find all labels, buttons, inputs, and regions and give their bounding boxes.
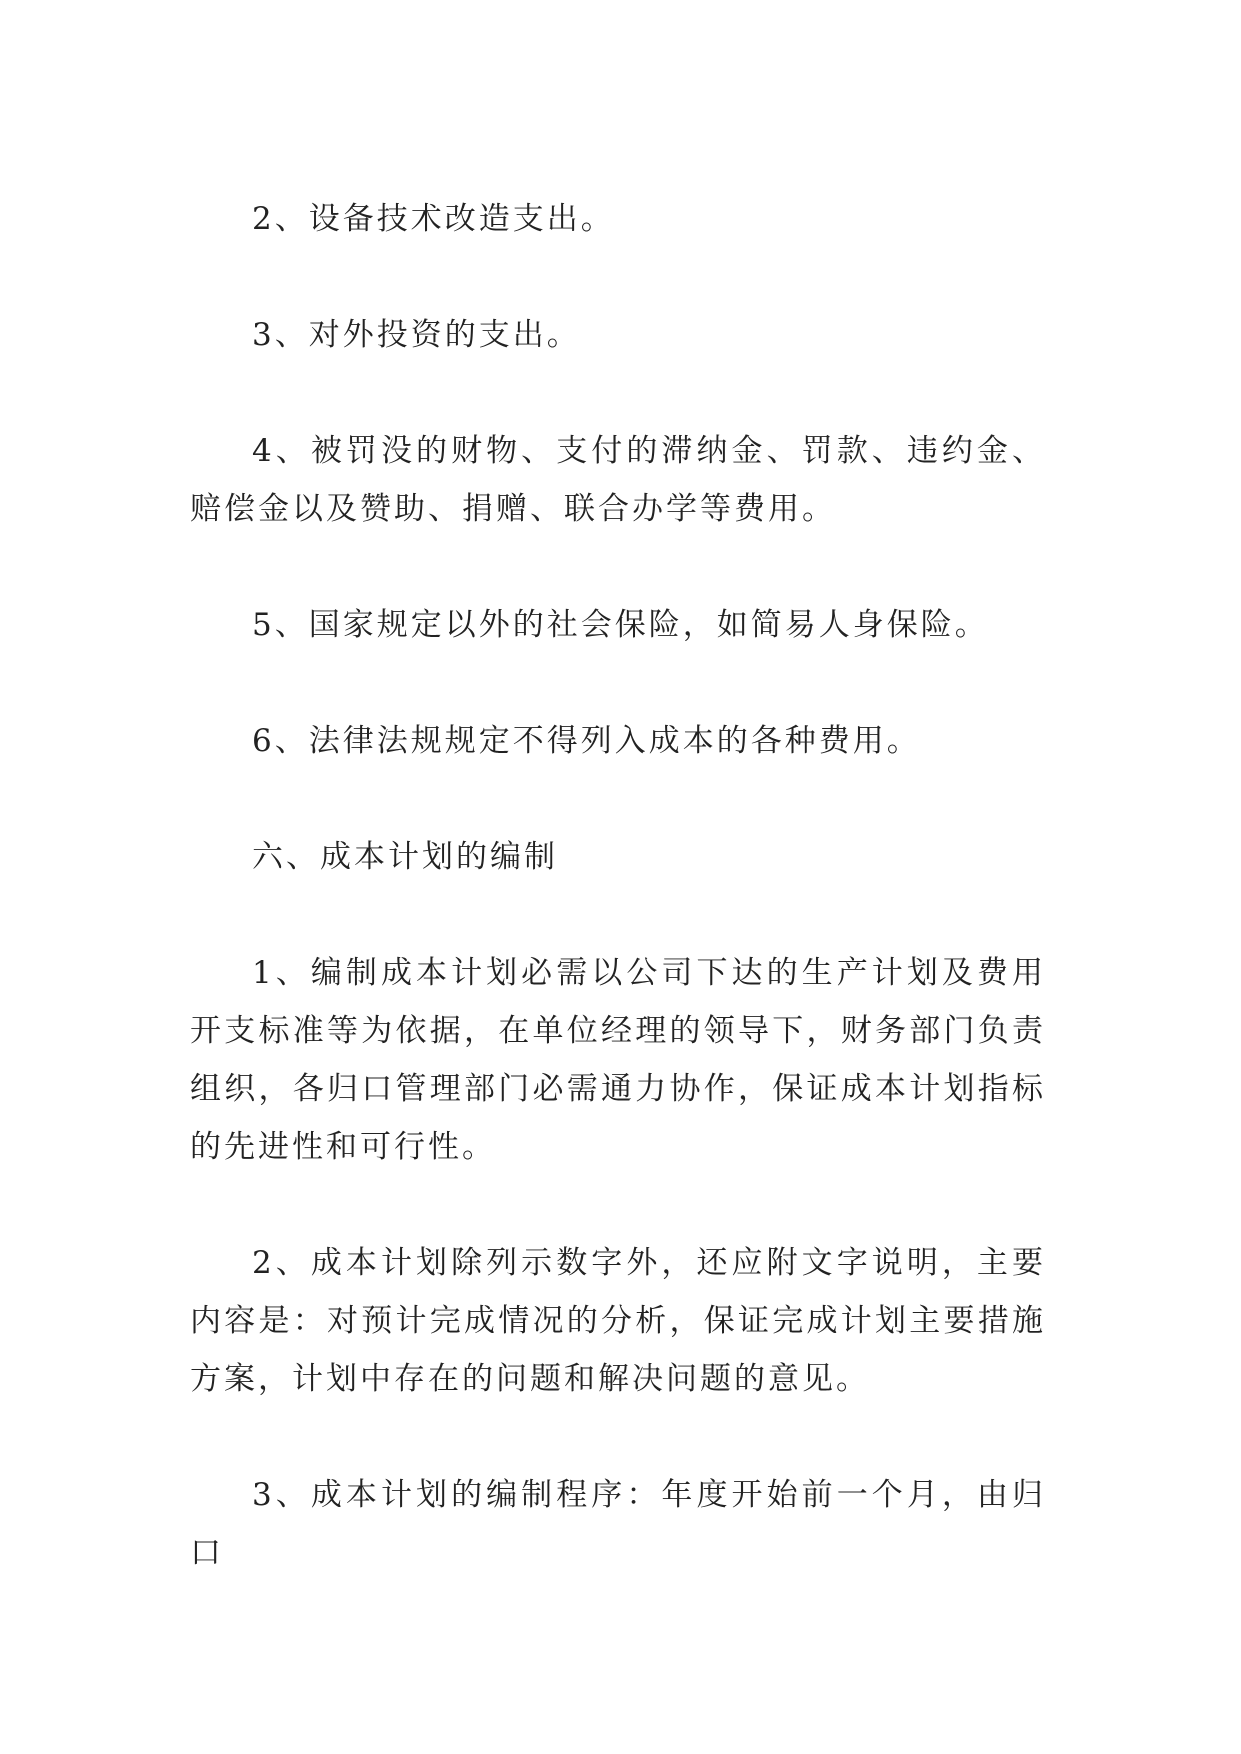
paragraph-plan-2: 2、成本计划除列示数字外，还应附文字说明，主要内容是：对预计完成情况的分析，保证完成计划主要措施方案，计划中存在的问题和解决问题的意见。: [190, 1245, 1046, 1397]
section-heading-6: 六、成本计划的编制: [252, 839, 558, 875]
paragraph-plan-1: 1、编制成本计划必需以公司下达的生产计划及费用开支标准等为依据，在单位经理的领导下，财务部门负责组织，各归口管理部门必需通力协作，保证成本计划指标的先进性和可行性。: [190, 955, 1046, 1165]
document-body: [190, 190, 1046, 1582]
paragraph-item-4: 4、被罚没的财物、支付的滞纳金、罚款、违约金、赔偿金以及赞助、捐赠、联合办学等费用。: [190, 433, 1046, 527]
paragraph-plan-3: 3、成本计划的编制程序：年度开始前一个月，由归口: [190, 1477, 1046, 1571]
paragraph-item-3: 3、对外投资的支出。: [252, 317, 581, 353]
paragraph-item-2: 2、设备技术改造支出。: [252, 201, 615, 237]
paragraph-item-6: 6、法律法规规定不得列入成本的各种费用。: [252, 723, 921, 759]
paragraph-item-5: 5、国家规定以外的社会保险，如简易人身保险。: [252, 607, 989, 643]
